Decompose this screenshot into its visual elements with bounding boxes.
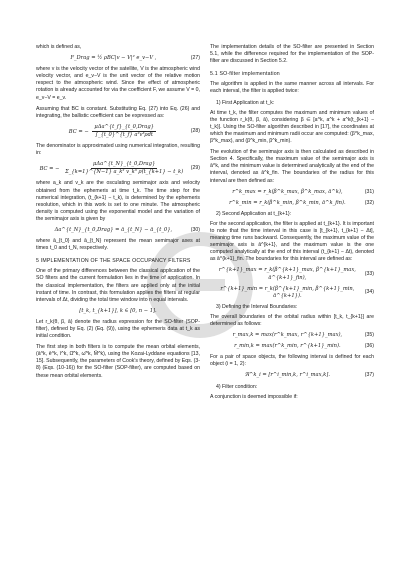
numerator: μΔa^{t_N}_{t_0,Drag} [91,161,157,169]
equation-number: (33) [364,270,374,277]
equation-37 [210,372,374,379]
paragraph: where ā_{t_0} and ā_{t_N} represent the mean semimajor axes at times t_0 and t_N, respectively. [36,238,200,252]
paragraph: The denominator is approximated using numerical integration, resulting in: [36,143,200,157]
equation-body: F_Drag = ½ ρBC|v − V|² e_v−V , [70,55,157,62]
equation-27 [36,55,200,62]
paragraph: The implementation details of the SO-filter are presented in Section 5.1, while the difference required for the implementation of the SOP-filter are discussed in Section 5.2. [210,44,374,65]
fraction [92,124,156,139]
equation-body: r^{k+1}_min = r_k(β^{k+1}_min, β^{k+1}_min, ā^{k+1}). [220,285,355,299]
equation-body: r^k_min = r_k(β^k_min, β^k_min, ā^k_fin). [229,199,346,206]
paragraph: The algorithm is applied in the same manner across all intervals. For each interval, the filter is applied twice: [210,81,374,95]
paragraph: The overall boundaries of the orbital radius within [t_k, t_{k+1}] are determined as follows: [210,313,374,327]
equation-number: (29) [190,165,200,172]
denominator: Σ_{k=1}^{N−1} a_k² v_k³ ρ(t_{k+1} − t_k) [65,169,184,176]
equation-29 [36,161,200,176]
equation-body: r^{k+1}_max = r_k(β^{k+1}_max, β^{k+1}_max, ā^{k+1}_fin), [218,267,356,281]
equation-33 [210,267,374,281]
paragraph: where v is the velocity vector of the satellite, V is the atmospheric wind velocity vector, and e_v−V is the unit vector of the relative motion respect to the atmospheric wind. Since the effect of atmospheric rotation is already accounted for via the coefficient F, we assume V = 0, e_v−V = e_v. [36,66,200,101]
equation-number: (35) [364,332,374,339]
list-item-heading: 1) First Application at t_k: [216,99,275,106]
equation-number: (30) [190,226,200,233]
paragraph: A conjunction is deemed impossible if: [210,393,298,400]
fraction [63,161,185,176]
equation-number: (28) [190,127,200,134]
equation-32 [210,200,374,207]
right-column [210,44,374,405]
equation-number: (27) [190,55,200,62]
list-item-heading: 2) Second Application at t_{k+1}: [216,210,292,217]
equation-number: (36) [364,343,374,350]
equation-body [36,161,191,176]
paragraph: At time t_k, the filter computes the maximum and minimum values of the function r_k(θ, β, ā), considering β ∈ [a^k, a^k + a^k(t_{k+1} − t_k)]. Using the SO-filter algorithm described in [17], the coordinates at which the maximum and minimum radii occur are computed: (β^k_max, β^k_max), and (β^k_min, β^k_min). [210,109,374,145]
equation-lhs: BC = − [68,128,89,135]
numerator: μΔa^{t_f}_{t_0,Drag} [92,124,156,132]
paragraph: which is defined as, [36,44,82,50]
paragraph: Assuming that BC is constant. Substituting Eq. (27) into Eq. (26) and integrating, the ballistic coefficient can be expressed as: [36,105,200,119]
equation-36 [210,343,374,350]
paragraph: Let r_k(θ, β, ā) denote the radius expression for the SO-filter (SOP-filter), defined by Eq. (2) (Eq. (9)), using the ephemeris data at t_k as initial condition. [36,318,200,340]
equation-body: [t_k, t_{k+1}], k ∈ [0, n − 1]. [79,307,157,314]
list-item-heading: 3) Defining the Interval Boundaries: [216,303,298,310]
equation-body: ℜ^k_i = [r^i_min,k, r^i_max,k]. [244,372,330,379]
equation-31 [210,189,374,196]
denominator: ∫_{t_0}^{t_f} a²v³ρdt [95,131,153,138]
interval-expression [36,308,200,315]
list-item-heading: 4) Filter condition: [216,383,258,390]
equation-number: (34) [364,289,374,296]
equation-35 [210,332,374,339]
equation-30 [36,227,200,234]
equation-body: r_min,k = max(r^k_min, r^{k+1}_min). [234,343,341,350]
equation-body: Δa^{t_N}_{t_0,Drag} = ā_{t_N} − ā_{t_0}, [54,226,173,233]
section-heading: 5 IMPLEMENTATION OF THE SPACE OCCUPANCY FILTERS [36,258,191,265]
paragraph: The first step in both filters is to compute the mean orbital elements, (ā^k, ē^k, ī^k, Ω̄^k, ω̄^k, M̄^k), using the Kozai-Lyddane equations [13, 15]. Subsequently, the parameters of Cook's theory, defined by Eqs. (3-8) (Eqs. (10-16)) for the SO-filter (SOP-filter), are computed based on these mean orbital elements. [36,344,200,379]
equation-34 [210,286,374,300]
paragraph: One of the primary differences between the classical application of the SO filters and the current formulation lies in the time of application. In the classical implementation, the filters are applied only at the initial instant of time. In contrast, this formulation applies the filters at regular intervals of Δt, dividing the total time window into n equal intervals. [36,268,200,303]
left-column [36,44,200,384]
equation-number: (31) [364,188,374,195]
equation-body: r_max,k = max(r^k_max, r^{k+1}_max), [232,332,343,339]
equation-number: (37) [364,372,374,379]
equation-28 [36,124,200,139]
paragraph: For the second application, the filter is applied at t_{k+1}. It is important to note that the time interval in this case is [t_{k+1}, t_{k+1} − Δt], meaning time runs backward. Consequently, the maximum value of the semimajor axis is ā^{k+1}, and the maximum value is the one computed analytically at the end of this interval (t_{k+1} − Δt), denoted as ā^{k+1}_fin. The boundaries for this interval are defined as: [210,220,374,263]
paragraph: where a_k and v_k are the osculating semimajor axis and velocity obtained from the ephemeris at time t_k. The time step for the numerical integration, (t_{k+1} − t_k), is determined by the ephemeris resolution, which in this work is set to one minute. The atmospheric density is computed using the exponential model and the variation of the semimajor axis is given by [36,180,200,222]
equation-body: r^k_max = r_k(β^k_max, β^k_max, ā^k), [232,188,343,195]
subsection-heading: 5.1 SO-filter implementation [210,71,280,78]
paragraph: The evolution of the semimajor axis is then calculated as described in Section 4. Specifically, the maximum value of the semimajor axis is ā^k, and the minimum value is determined analytically at the end of the interval, denoted as ā^k_fin. The boundaries of the radius for this interval are then defined as: [210,149,374,184]
paragraph: For a pair of space objects, the following interval is defined for each object (i = 1, 2): [210,354,374,368]
equation-lhs: BC = − [39,166,60,173]
equation-body [36,124,191,139]
equation-number: (32) [364,199,374,206]
